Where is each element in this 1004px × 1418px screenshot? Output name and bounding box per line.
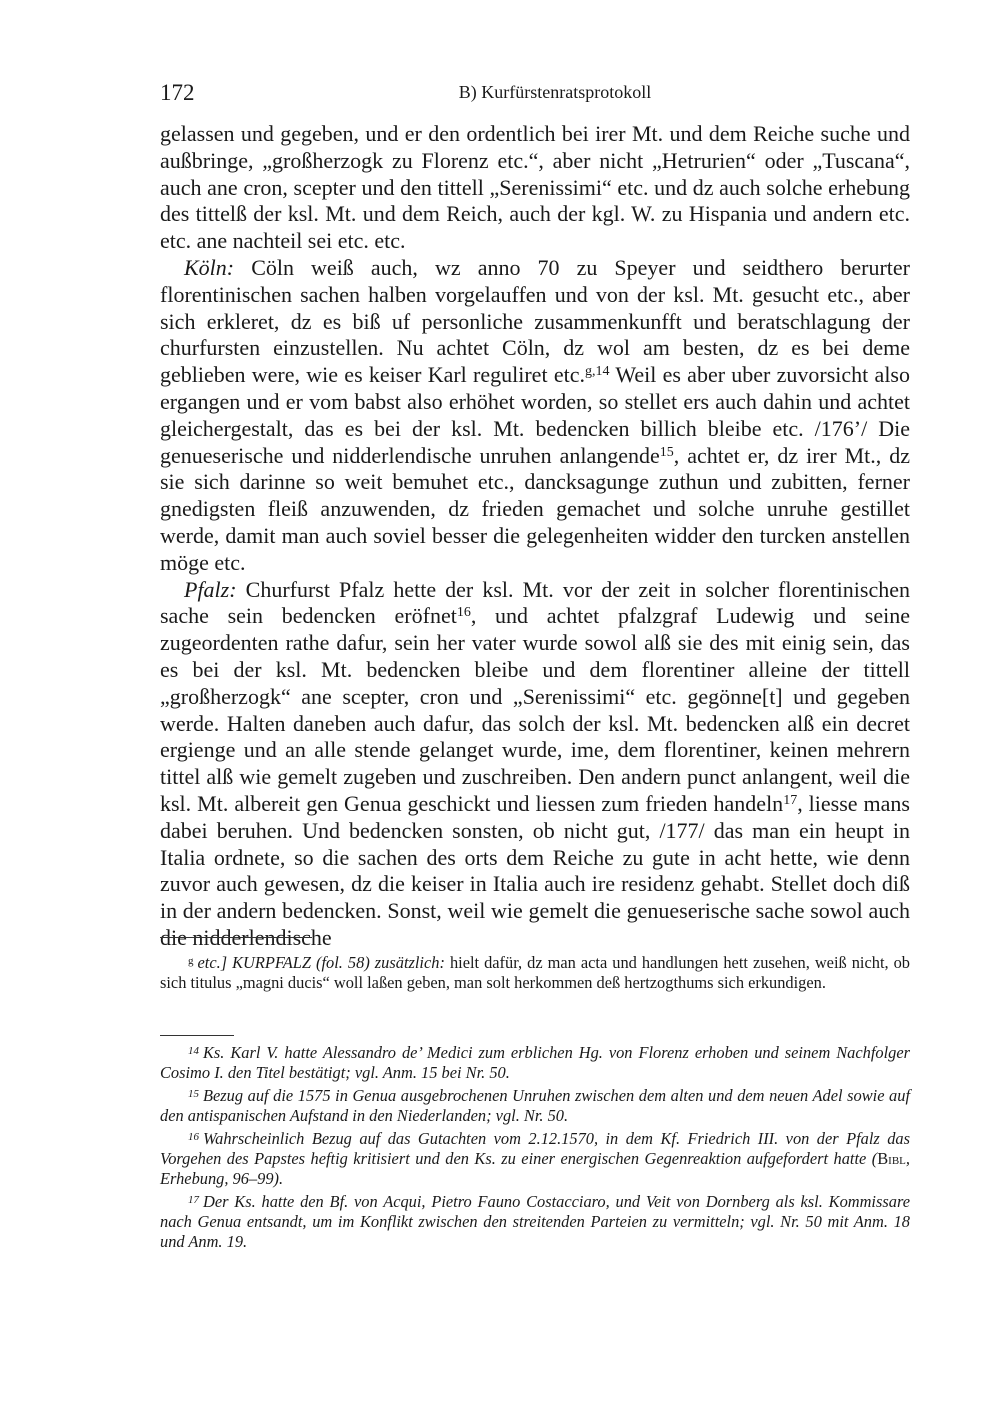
note-text: Bezug auf die 1575 in Genua ausgebrochenen Unruhen zwischen dem alten und dem neuen Adel sowie auf den antispanischen Aufstand in den Niederlanden; vgl. Nr. 50. bbox=[160, 1086, 910, 1125]
speaker-label: Pfalz: bbox=[184, 576, 237, 602]
main-text bbox=[160, 121, 910, 952]
footnote-reference[interactable]: g,14 bbox=[584, 364, 610, 380]
author-name: Bibl bbox=[877, 1149, 906, 1168]
footnote bbox=[160, 1129, 910, 1189]
textual-apparatus bbox=[160, 953, 910, 996]
page-number: 172 bbox=[160, 80, 195, 105]
footnote-divider bbox=[160, 937, 312, 938]
page-header bbox=[160, 80, 910, 108]
footnote-reference[interactable]: 16 bbox=[456, 605, 471, 621]
note-mark: 16 bbox=[188, 1131, 199, 1143]
note-text: Wahrscheinlich Bezug auf das Gutachten vom 2.12.1570, in dem Kf. Friedrich III. von der Pfalz das Vorgehen des Papstes heftig kritisiert und den Ks. zu einer energischen Gegenreaktion aufgefordert hatte ( bbox=[160, 1129, 910, 1168]
note-mark: 14 bbox=[188, 1045, 199, 1057]
paragraph-text: Cöln weiß auch, wz anno 70 zu Speyer und seidthero berurter florentinischen sachen halben vorgelauffen und von der ksl. Mt. gesucht etc., aber sich erkleret, dz es biß uf personliche zusammenkunfft und beratschlagung der churfursten einzustellen. Nu achtet Cöln, dz wol am besten, dz es bei deme geblieben were, wie es keiser Karl reguliret etc. bbox=[160, 254, 910, 388]
footnote bbox=[160, 1043, 910, 1083]
note-mark: 15 bbox=[188, 1088, 199, 1100]
textual-note bbox=[160, 953, 910, 993]
paragraph-text: Churfurst Pfalz hette der ksl. Mt. vor der zeit in solcher florentinischen sache sein bedencken eröfnet bbox=[160, 576, 910, 629]
footnote-reference[interactable]: 15 bbox=[659, 444, 674, 460]
note-lemma: etc.] KURPFALZ (fol. 58) zusätzlich: bbox=[197, 953, 445, 972]
note-mark: g bbox=[188, 955, 194, 967]
footnote-reference[interactable]: 17 bbox=[783, 792, 798, 808]
paragraph-koeln bbox=[160, 255, 910, 577]
note-text: Der Ks. hatte den Bf. von Acqui, Pietro Fauno Costacciaro, und Veit von Dornberg als ksl. Kommissare nach Genua entsandt, um im Konflikt zwischen den streitenden Parteien zu vermitteln; vgl. Nr. 50 mit Anm. 18 und Anm. 19. bbox=[160, 1192, 910, 1251]
paragraph-text: Weil es aber uber zuvorsicht also ergangen und er vom babst also erhöhet worden, so stellet ers auch dahin und achtet gleichergestalt, das es bei der ksl. Mt. bedencken billich bleibe etc. /176’/ Die genueserische und nidderlendische unruhen anlangende bbox=[160, 362, 910, 468]
paragraph-text: , liesse mans dabei beruhen. Und bedencken sonsten, ob nicht gut, /177/ das man ein heupt in Italia ordnete, so die sachen des orts dem Reiche zu gute in acht hette, wie denn zuvor auch gewesen, dz die keiser in Italia auch ire residenz gehabt. Stellet doch diß in der andern bedencken. Sonst, weil wie gemelt die genueserische sache sowol auch die nidderlendische bbox=[160, 790, 910, 950]
footnote bbox=[160, 1192, 910, 1252]
speaker-label: Köln: bbox=[184, 254, 235, 280]
note-mark: 17 bbox=[188, 1194, 199, 1206]
note-text: hielt dafür, dz man acta und handlungen hett zusehen, weiß nicht, ob sich titulus „magni ducis“ woll laßen geben, man solt herkommen deß hertzogthums sich erkundigen. bbox=[160, 953, 911, 992]
footnotes bbox=[160, 1043, 910, 1255]
note-text: , Erhebung, 96–99). bbox=[160, 1149, 910, 1188]
paragraph-continuation: gelassen und gegeben, und er den ordentlich bei irer Mt. und dem Reiche suche und außbringe, „großherzogk zu Florenz etc.“, aber nicht „Hetrurien“ oder „Tuscana“, auch ane cron, scepter und den tittell „Serenissimi“ etc. und dz auch solche erhebung des tittelß der ksl. Mt. und dem Reich, auch der kgl. W. zu Hispania und andern etc. etc. ane nachteil sei etc. etc. bbox=[160, 121, 910, 254]
running-head: B) Kurfürstenratsprotokoll bbox=[458, 82, 652, 102]
paragraph-text: , achtet er, dz irer Mt., dz sie sich darinne so weit bemuhet etc., dancksagunge zuthun und zubitten, ferner gnedigsten fleiß anzuwenden, dz frieden gemachet und solche unruhe gestillet werde, damit man auch soviel besser die gelegenheiten widder den turcken anstellen möge etc. bbox=[160, 442, 910, 575]
paragraph-pfalz bbox=[160, 577, 910, 952]
footnote bbox=[160, 1086, 910, 1126]
footnote-divider bbox=[160, 1035, 234, 1036]
note-text: Ks. Karl V. hatte Alessandro de’ Medici zum erblichen Hg. von Florenz erhoben und seinem Nachfolger Cosimo I. den Titel bestätigt; vgl. Anm. 15 bei Nr. 50. bbox=[160, 1043, 910, 1082]
paragraph-text: , und achtet pfalzgraf Ludewig und seine zugeordenten rathe dafur, sein her vater wurde sowol alß sie des mit einig sein, das es bei der ksl. Mt. bedencken bleibe und dem florentiner alleine der tittell „großherzogk“ ane scepter, cron und „Serenissimi“ etc. gegönne[t] und gegeben werde. Halten daneben auch dafur, das solch der ksl. Mt. bedencken alß ein decret ergienge und an alle stende gelanget wurde, ime, dem florentiner, keinen mehrern tittel alß wie gemelt zugeben und zuschreiben. Den andern punct anlangent, weil die ksl. Mt. albereit gen Genua geschickt und liessen zum frieden handeln bbox=[160, 603, 910, 816]
